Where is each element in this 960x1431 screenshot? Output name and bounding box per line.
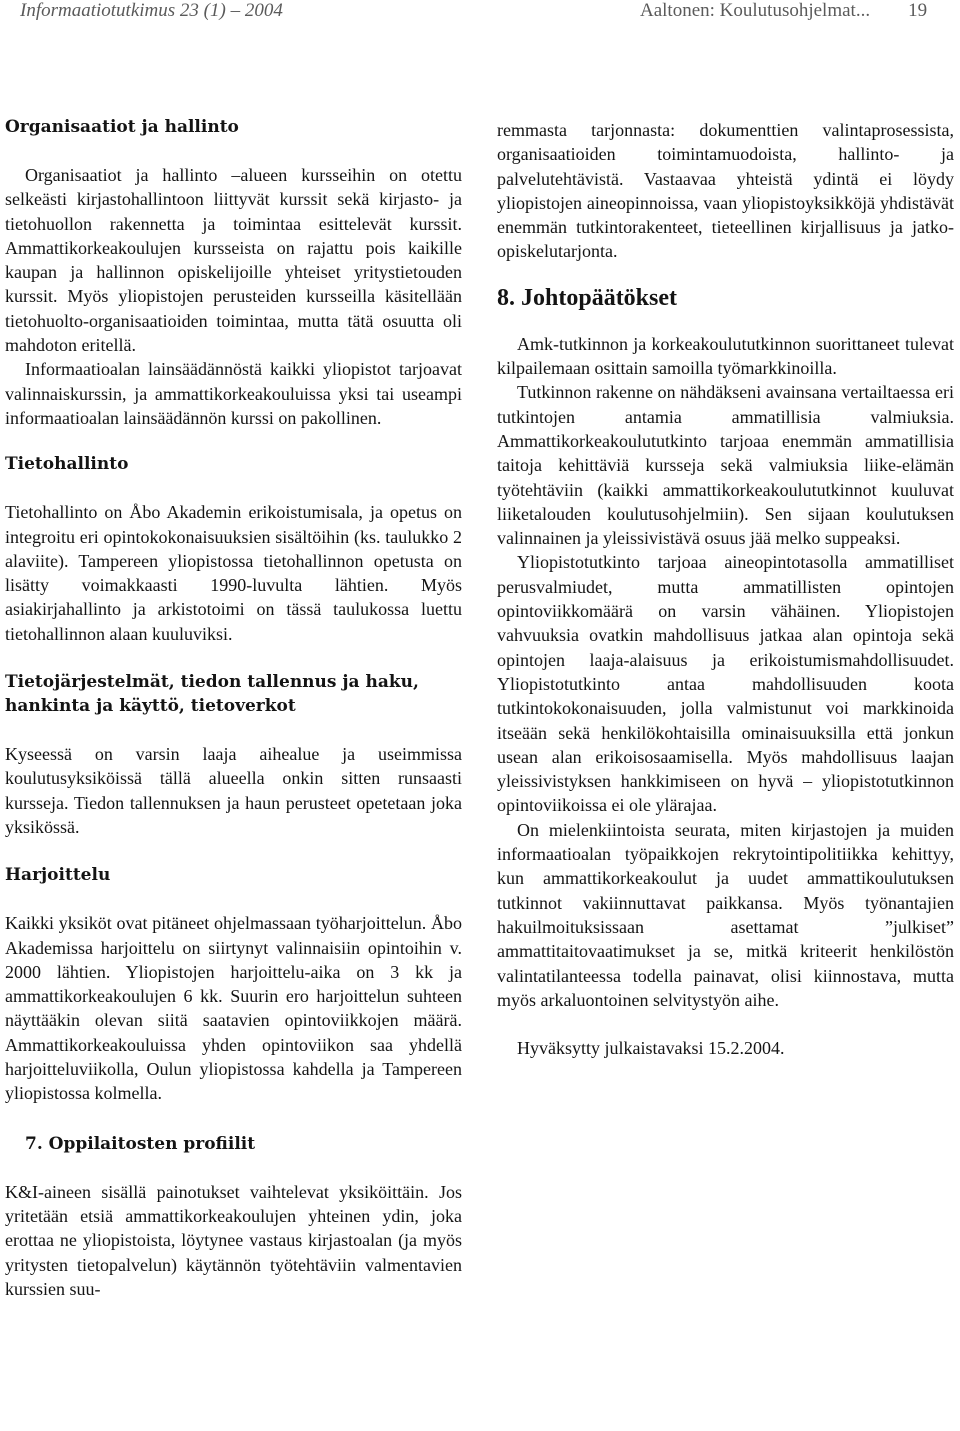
section-heading-profiilit: 7. Oppilaitosten profiilit <box>25 1133 256 1154</box>
paragraph-tietohallinto: Tietohallinto on Åbo Akademin erikoistumisala, ja opetus on integroitu eri opintokokonaisuuksien sisältöihin (ks. taulukko 2 alaviite). Tampereen yliopistossa tietohallinnon opetusta on lisätty voimakkaasti 1990-luvulta lähtien. Myös asiakirjahallinto ja arkistotoimi on tässä taulukossa luettu tietohallinnon alaan kuuluviksi. <box>5 502 462 644</box>
paragraph-organisaatiot-2: Informaatioalan lainsäädännöstä kaikki yliopistot tarjoavat valinnaiskurssin, ja ammattikorkeakouluissa yksi tai useampi informaatioalan lainsäädännön kurssi on pakollinen. <box>5 359 462 428</box>
section-heading-tietohallinto: Tietohallinto <box>5 454 129 475</box>
page-number: 19 <box>908 0 928 21</box>
paragraph-tietojarjestelmat: Kyseessä on varsin laaja aihealue ja useimmissa koulutusyksiköissä tällä alueella onkin sitten runsaasti kursseja. Tiedon tallennuksen ja haun perusteet opetetaan joka yksikössä. <box>5 744 462 837</box>
section-heading-harjoittelu: Harjoittelu <box>5 865 111 886</box>
left-column <box>5 115 462 1301</box>
running-header-journal: Informaatiotutkimus 23 (1) – 2004 <box>20 0 283 21</box>
paragraph-johtopaatokset-1: Amk-tutkinnon ja korkeakoulututkinnon suorittaneet tulevat kilpailemaan osittain samoilla työmarkkinoilla. <box>497 333 954 379</box>
section-heading-johtopaatokset: 8. Johtopäätökset <box>497 284 678 311</box>
acceptance-note: Hyväksytty julkaistavaksi 15.2.2004. <box>517 1038 785 1059</box>
heading-line-2: hankinta ja käyttö, tietoverkot <box>5 696 296 717</box>
paragraph-organisaatiot-1: Organisaatiot ja hallinto –alueen kursseihin on otettu selkeästi kirjastohallintoon liittyvät kurssit sekä kirjasto- ja tietohuollon rakennetta ja toimintaa esittelevät kurssit. Ammattikorkeakoulujen kursseista on rajattu pois kaikille kaupan ja hallinnon opiskelijoille yhteiset yritystietouden kurssit. Myös yliopistojen perusteiden kursseilla käsitellään tietohuolto-organisaatioiden toimintaa, mutta tätä osuutta oli mahdoton eritellä. <box>5 165 462 356</box>
right-column <box>497 118 954 1060</box>
running-header-author-title: Aaltonen: Koulutusohjelmat... <box>640 0 871 21</box>
paragraph-profiilit: K&I-aineen sisällä painotukset vaihtelevat yksiköittäin. Jos yritetään etsiä ammattikorkeakoulujen yhteinen ydin, joka erottaa ne yliopistoista, löytynee vastaus kirjastoalan (ja myös yritysten tietopalvelun) käytännön työtehtäviin valmentavien kurssien suu- <box>5 1181 462 1299</box>
heading-line-1: Tietojärjestelmät, tiedon tallennus ja haku, <box>5 672 419 693</box>
paragraph-johtopaatokset-3: Yliopistotutkinto tarjoaa aineopintotasolla ammatilliset perusvalmiudet, mutta ammatillisten opintojen opintoviikkomäärä on varsin vähäinen. Yliopistojen vahvuuksia ovatkin mahdollisuus jatkaa alan opintoja sekä opintojen laaja-alaisuus ja erikoistumismahdollisuudet. Yliopistotutkinto antaa mahdollisuuden koota tutkintokokonaisuuden, jolla valmistunut voi markkinoida itseään sekä henkilökohtaisilla ominaisuuksilla että jonkun usean alan erikoisosaamisella. Myös mahdollisuus laajan yleissivistyksen hankkimiseen on hyvä – yliopistotutkinnon opintoviikoissa ei ole ylärajaa. <box>497 552 954 816</box>
paragraph-harjoittelu: Kaikki yksiköt ovat pitäneet ohjelmassaan työharjoittelun. Åbo Akademissa harjoittelu on siirtynyt valinnaisiin opintoihin v. 2000 lähtien. Yliopistojen harjoittelu-aika on 3 kk ja ammattikorkeakoulujen 6 kk. Suurin ero harjoittelun suhteen näyttääkin olevan siitä saatavien opintoviikkojen määrä. Ammattikorkeakouluissa yhden opintoviikon saa yhdellä harjoitteluviikolla, Oulun yliopistossa kahdella ja Tampereen yliopistossa kolmella. <box>5 913 462 1104</box>
paragraph-continued: remmasta tarjonnasta: dokumenttien valintaprosessista, organisaatioiden toimintamuodoista, hallinto- ja palvelutehtävistä. Vastaavaa yhteistä ydintä ei löydy yliopistojen aineopinnoissa, vaan yliopistoyksikköjä yhdistävät enemmän tutkintorakenteet, tieteellinen kirjallisuus ja jatko-opiskelutarjonta. <box>497 120 954 262</box>
running-header-article <box>640 0 927 22</box>
section-heading-organisaatiot: Organisaatiot ja hallinto <box>5 117 239 137</box>
paragraph-johtopaatokset-4: On mielenkiintoista seurata, miten kirjastojen ja muiden informaatioalan työpaikkojen rekrytointipolitiikka kehittyy, kun ammattikorkeakoulut ja uudet ammattikoulutuksen tutkinnot vakiinnuttavat paikkansa. Myös työnantajien hakuilmoituksissaan asettamat ”julkiset” ammattitaitovaatimukset ja se, mitkä kriteerit henkilöstön valintatilanteessa todella painavat, olisi kiinnostava, mutta myös arkaluontoinen selvitystyön aihe. <box>497 819 954 1010</box>
paragraph-johtopaatokset-2: Tutkinnon rakenne on nähdäkseni avainsana vertailtaessa eri tutkintojen antamia ammatillisia valmiuksia. Ammattikorkeakoulututkinto tarjoaa enemmän ammatillisia taitoja kehittäviä kursseja sekä valmiuksia liike-elämän työtehtäviin (kaikki ammattikorkeakoulututkinnot kuuluvat liiketalouden koulutusohjelmiin). Sen sijaan koulutuksen valinnainen ja yleissivistävä osuus jää melko suppeaksi. <box>497 382 954 549</box>
section-heading-tietojarjestelmat <box>5 670 462 718</box>
